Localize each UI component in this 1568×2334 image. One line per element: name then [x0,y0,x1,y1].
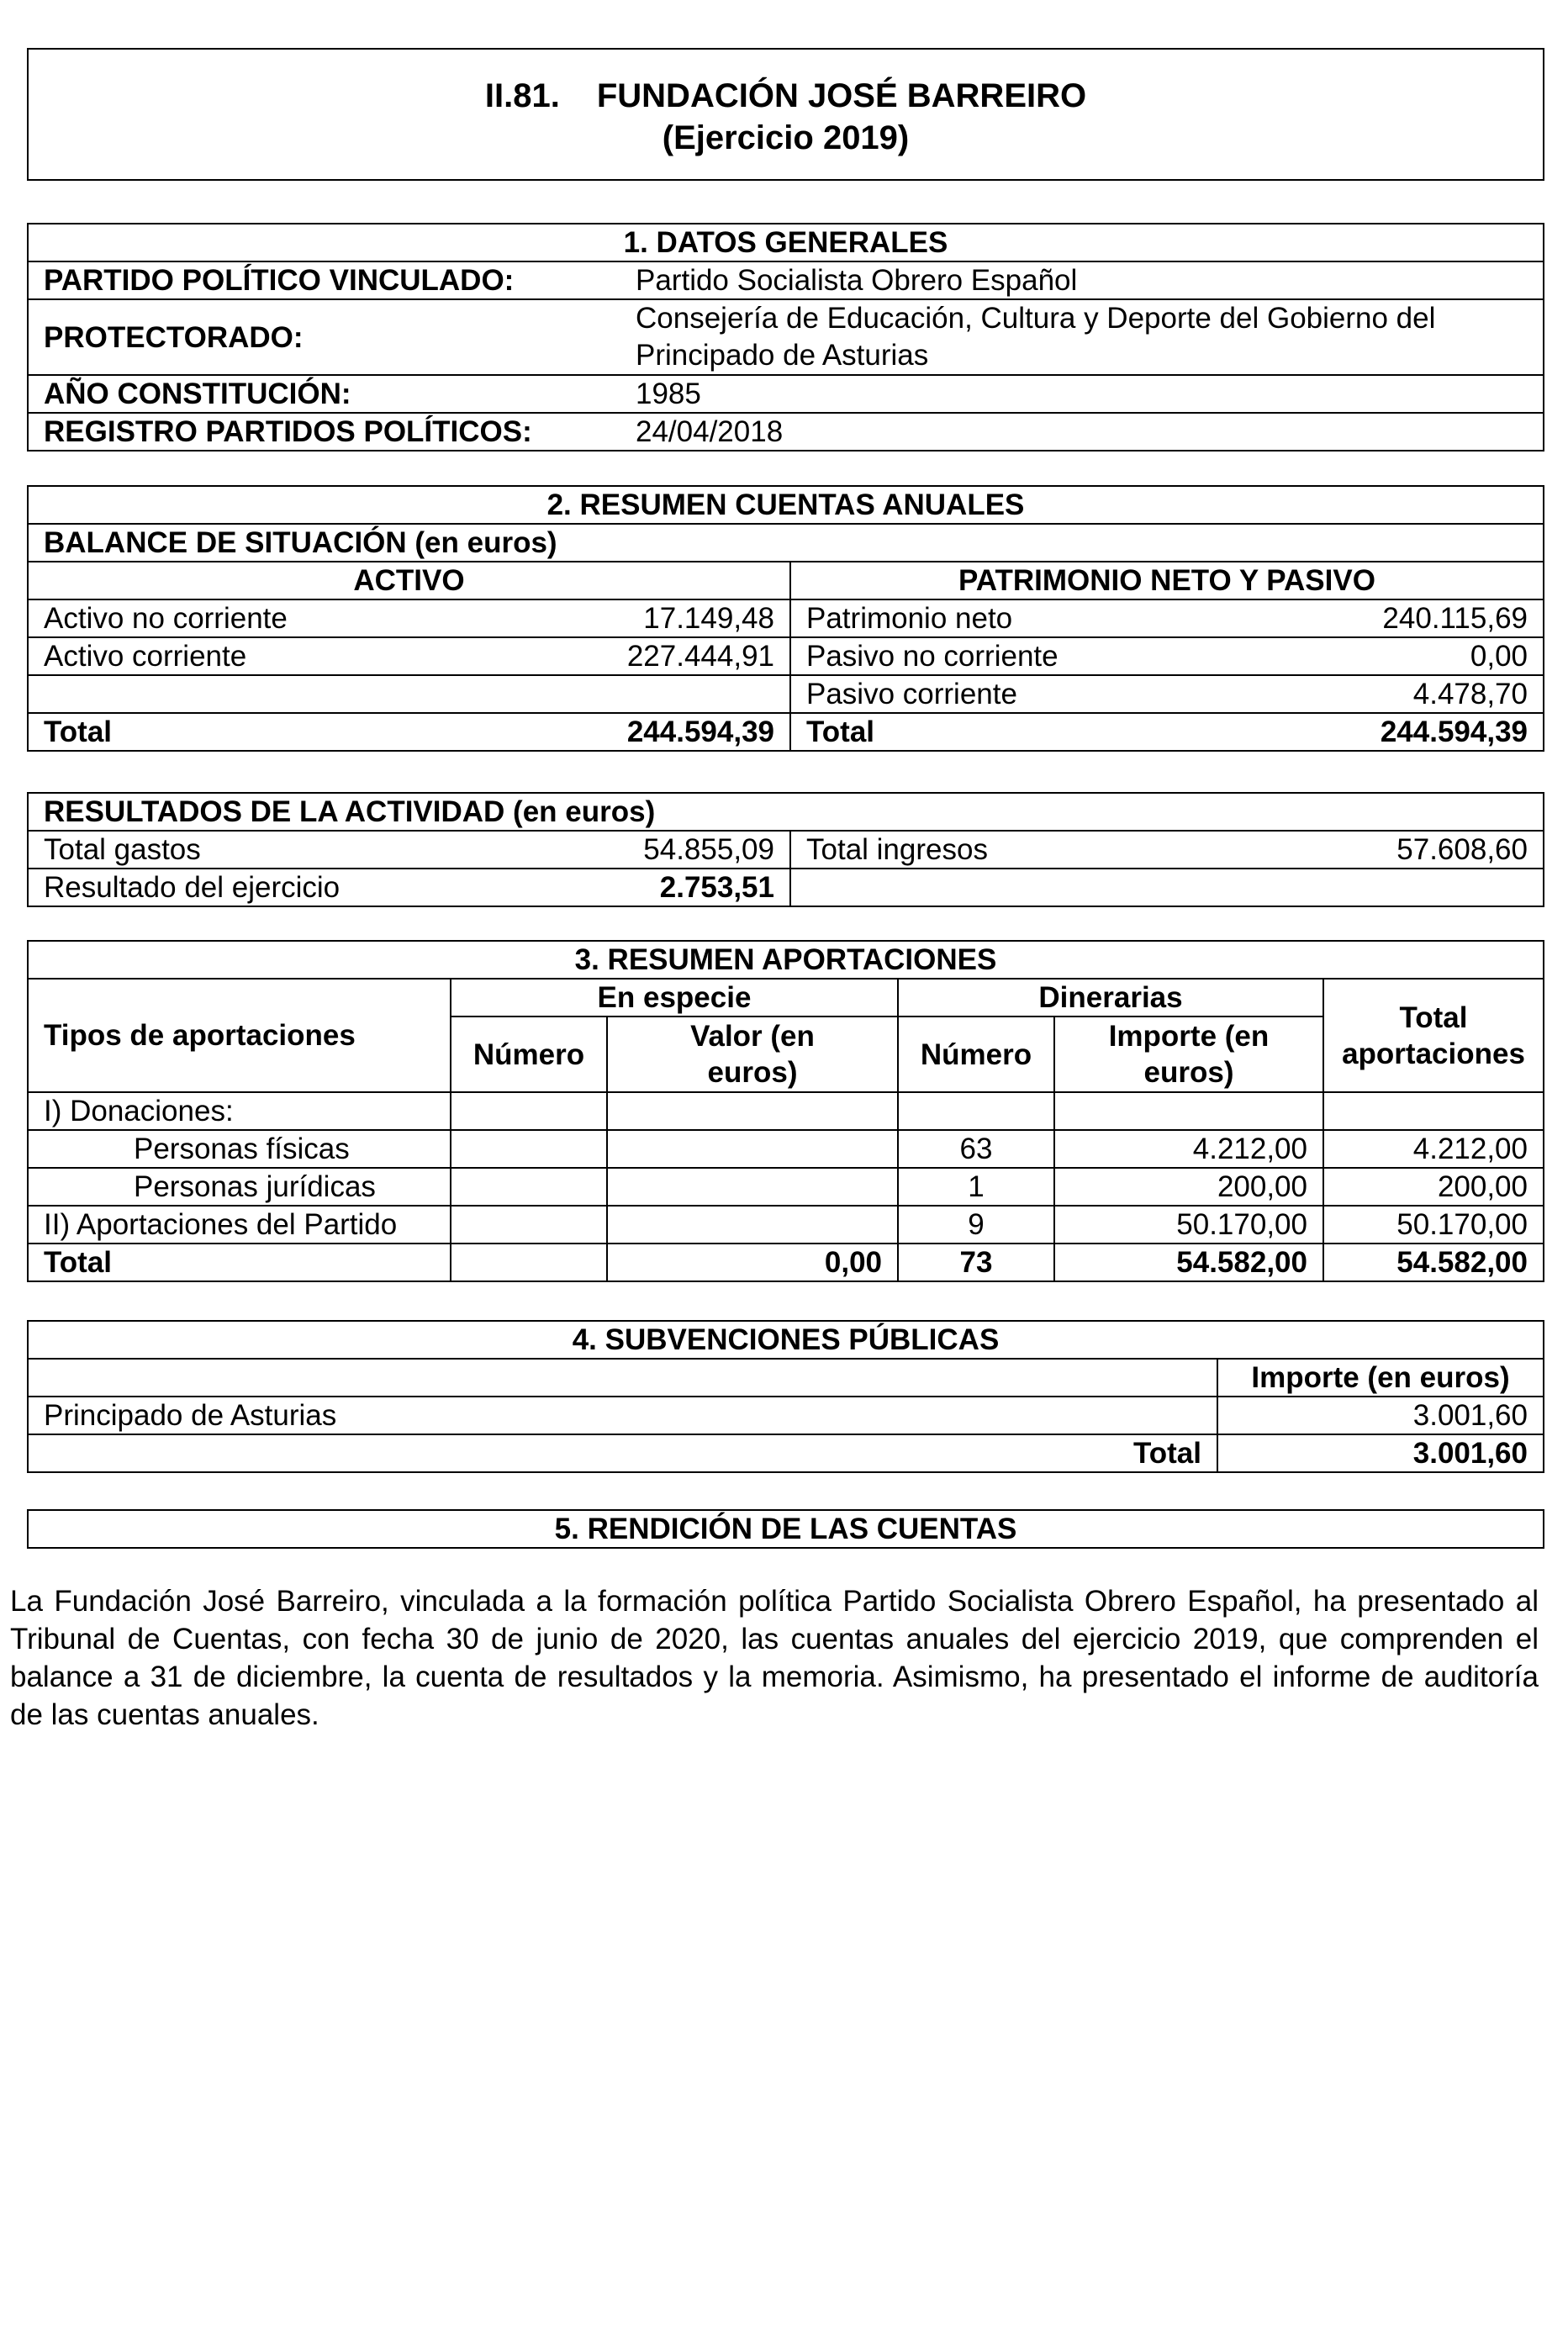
balance-table [27,485,1544,752]
total-aportacion: 200,00 [1323,1168,1544,1206]
especie-header: En especie [451,979,898,1017]
ingresos-label: Total ingresos [790,831,1295,869]
pasivo-label: Pasivo no corriente [790,637,1295,675]
rendicion-table [27,1509,1544,1549]
aportacion-label: Personas físicas [28,1130,451,1168]
datos-generales-section [27,223,1544,451]
table-row [28,1168,1544,1206]
rendicion-section [27,1509,1544,1549]
ingresos-value: 57.608,60 [1295,831,1544,869]
subvenciones-title: 4. SUBVENCIONES PÚBLICAS [28,1321,1544,1359]
dinerarias-numero-total: 73 [898,1244,1054,1281]
especie-valor [607,1168,898,1206]
resultados-title: RESULTADOS DE LA ACTIVIDAD (en euros) [28,793,1544,831]
activo-value: 227.444,91 [532,637,790,675]
dinerarias-header: Dinerarias [898,979,1323,1017]
aportaciones-table [27,940,1544,1282]
ano-constitucion-value: 1985 [620,375,1544,413]
pasivo-total-label: Total [790,713,1295,751]
exercise-year: (Ejercicio 2019) [662,119,910,156]
especie-numero-total [451,1244,607,1281]
subvenciones-table [27,1320,1544,1473]
subvenciones-total-value: 3.001,60 [1217,1434,1544,1472]
table-row [28,869,1544,906]
dinerarias-importe-total: 54.582,00 [1054,1244,1323,1281]
protectorado-value: Consejería de Educación, Cultura y Deporte del Gobierno del Principado de Asturias [620,299,1544,375]
dinerarias-numero: 9 [898,1206,1054,1244]
aportaciones-total-label: Total [28,1244,451,1281]
gastos-value: 54.855,09 [532,831,790,869]
especie-numero [451,1168,607,1206]
total-aportaciones-header: Total aportaciones [1323,979,1544,1092]
resultados-section [27,792,1544,907]
aportacion-label: I) Donaciones: [28,1092,451,1130]
subvenciones-total-label: Total [28,1434,1217,1472]
empty-cell [790,869,1544,906]
dinerarias-numero: 63 [898,1130,1054,1168]
activo-header: ACTIVO [28,562,790,599]
activo-total-label: Total [28,713,532,751]
activo-label [28,675,532,713]
rendicion-paragraph: La Fundación José Barreiro, vinculada a la formación política Partido Socialista Obrero Español, ha presentado al Tribunal de Cuentas, con fecha 30 de junio de 2020, las cuentas anuales del ejercicio 2019, que comprenden el balance a 31 de diciembre, la cuenta de resultados y la memoria. Asimismo, ha presentado el informe de auditoría de las cuentas anuales. [10,1585,1539,1731]
cuentas-title: 2. RESUMEN CUENTAS ANUALES [28,486,1544,524]
ano-constitucion-label: AÑO CONSTITUCIÓN: [28,375,620,413]
datos-generales-title: 1. DATOS GENERALES [28,224,1544,261]
table-row [28,637,1544,675]
aportaciones-title: 3. RESUMEN APORTACIONES [28,941,1544,979]
subvencion-value: 3.001,60 [1217,1397,1544,1434]
document-header [27,48,1544,181]
dinerarias-importe-header: Importe (en euros) [1054,1017,1323,1092]
especie-valor [607,1092,898,1130]
table-row [28,675,1544,713]
rendicion-title: 5. RENDICIÓN DE LAS CUENTAS [28,1510,1544,1548]
pasivo-label: Patrimonio neto [790,599,1295,637]
table-row [28,1092,1544,1130]
registro-value: 24/04/2018 [620,413,1544,451]
dinerarias-numero [898,1092,1054,1130]
header-line-1 [29,75,1543,117]
total-aportacion: 4.212,00 [1323,1130,1544,1168]
pasivo-header: PATRIMONIO NETO Y PASIVO [790,562,1544,599]
total-aportacion [1323,1092,1544,1130]
resultado-label: Resultado del ejercicio [28,869,532,906]
table-row [28,599,1544,637]
dinerarias-importe: 4.212,00 [1054,1130,1323,1168]
pasivo-value: 0,00 [1295,637,1544,675]
pasivo-label: Pasivo corriente [790,675,1295,713]
dinerarias-numero-header: Número [898,1017,1054,1092]
aportacion-label: Personas jurídicas [28,1168,451,1206]
protectorado-label: PROTECTORADO: [28,299,620,375]
especie-numero [451,1092,607,1130]
datos-generales-table [27,223,1544,451]
especie-valor-total: 0,00 [607,1244,898,1281]
activo-value [532,675,790,713]
gastos-label: Total gastos [28,831,532,869]
activo-label: Activo no corriente [28,599,532,637]
dinerarias-importe: 50.170,00 [1054,1206,1323,1244]
total-aportacion: 50.170,00 [1323,1206,1544,1244]
especie-numero [451,1206,607,1244]
subvenciones-blank-header [28,1359,1217,1397]
especie-valor [607,1206,898,1244]
dinerarias-importe [1054,1092,1323,1130]
resultados-table [27,792,1544,907]
partido-label: PARTIDO POLÍTICO VINCULADO: [28,261,620,299]
especie-valor-header: Valor (en euros) [607,1017,898,1092]
pasivo-value: 240.115,69 [1295,599,1544,637]
subvencion-label: Principado de Asturias [28,1397,1217,1434]
table-row [28,831,1544,869]
activo-label: Activo corriente [28,637,532,675]
pasivo-value: 4.478,70 [1295,675,1544,713]
section-code: II.81. [484,77,560,114]
table-row [28,1397,1544,1434]
table-row-total [28,713,1544,751]
registro-label: REGISTRO PARTIDOS POLÍTICOS: [28,413,620,451]
aportaciones-grand-total: 54.582,00 [1323,1244,1544,1281]
importe-header: Importe (en euros) [1217,1359,1544,1397]
especie-numero-header: Número [451,1017,607,1092]
especie-numero [451,1130,607,1168]
balance-title: BALANCE DE SITUACIÓN (en euros) [28,524,1544,562]
partido-value: Partido Socialista Obrero Español [620,261,1544,299]
table-row [28,1130,1544,1168]
table-row-total [28,1434,1544,1472]
foundation-name: FUNDACIÓN JOSÉ BARREIRO [596,77,1087,114]
resultado-value: 2.753,51 [532,869,790,906]
table-row-total [28,1244,1544,1281]
tipos-header: Tipos de aportaciones [28,979,451,1092]
aportacion-label: II) Aportaciones del Partido [28,1206,451,1244]
cuentas-anuales-section [27,485,1544,752]
activo-value: 17.149,48 [532,599,790,637]
dinerarias-numero: 1 [898,1168,1054,1206]
dinerarias-importe: 200,00 [1054,1168,1323,1206]
pasivo-total-value: 244.594,39 [1295,713,1544,751]
especie-valor [607,1130,898,1168]
subvenciones-section [27,1320,1544,1473]
aportaciones-section [27,940,1544,1282]
table-row [28,1206,1544,1244]
activo-total-value: 244.594,39 [532,713,790,751]
